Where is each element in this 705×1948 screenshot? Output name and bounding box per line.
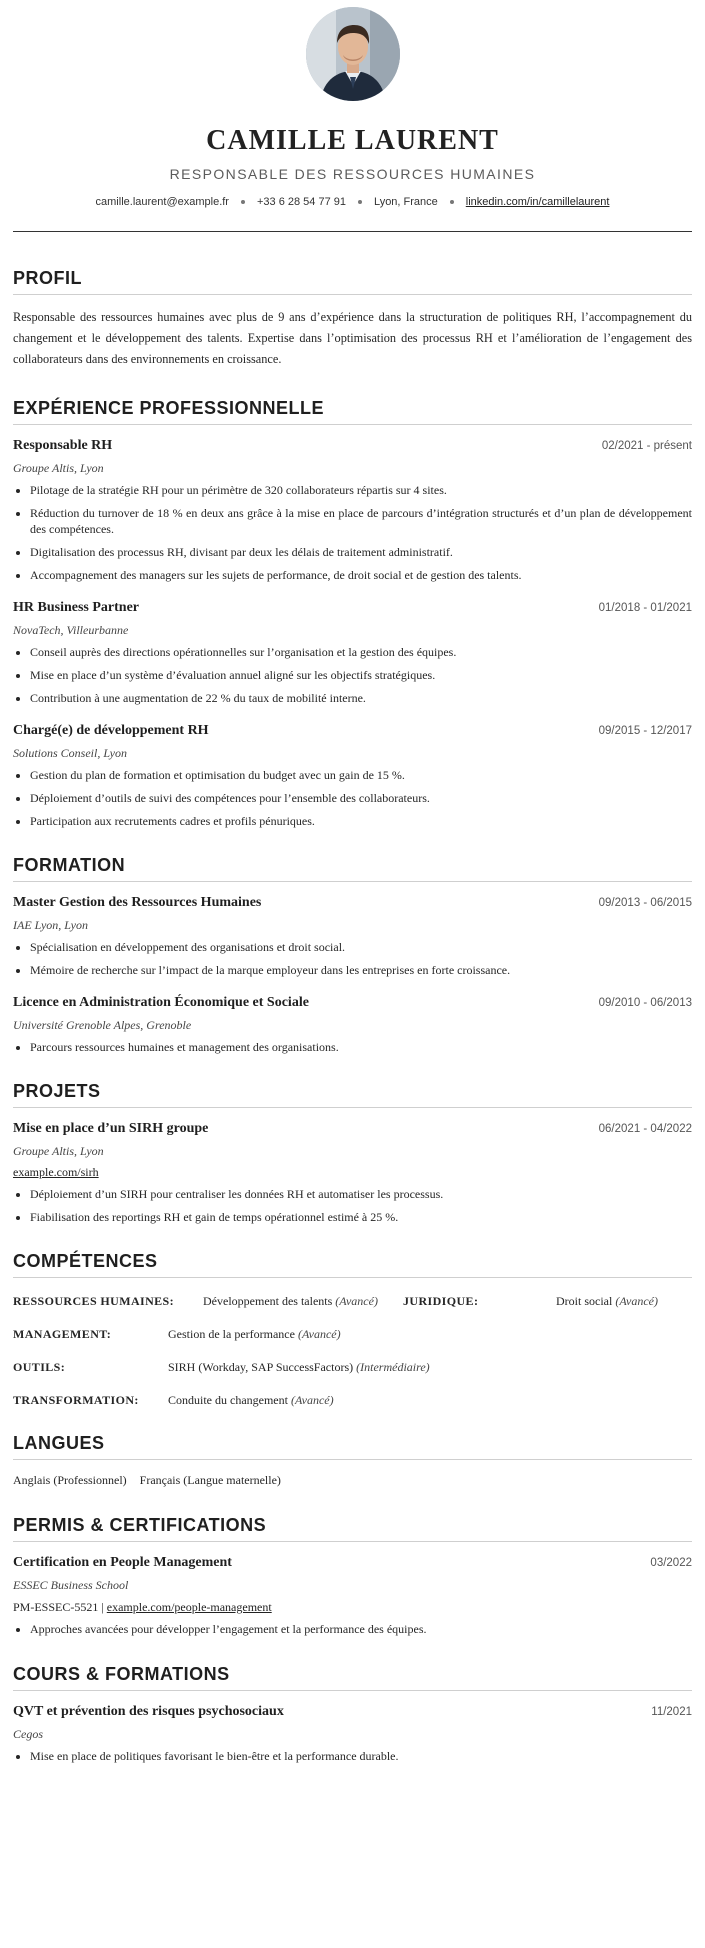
section-divider [13,1459,692,1460]
entry-title: Chargé(e) de développement RH [13,723,209,738]
separator-dot [358,200,362,204]
list-item: • Approches avancées pour développer l’engagement et la performance des équipes. [30,1621,692,1637]
section-divider [13,881,692,882]
formation-entry [13,994,692,1055]
entry-date: 02/2021 - présent [601,440,692,452]
skill-level: (Avancé) [297,1327,341,1341]
skill-row [13,1294,692,1309]
course-entry [13,1703,692,1764]
entry-title: Certification en People Management [13,1555,232,1570]
entry-title: Master Gestion des Ressources Humaines [13,895,262,910]
list-item: • Fiabilisation des reportings RH et gain de temps opérationnel estimé à 25 %. [30,1209,692,1225]
skill-value [556,1294,658,1309]
experience-section [13,397,692,829]
candidate-name: CAMILLE LAURENT [206,125,499,156]
entry-date: 11/2021 [651,1706,692,1718]
skill-category: JURIDIQUE: [403,1294,479,1308]
entry-organization: NovaTech, Villeurbanne [13,623,129,637]
candidate-title: RESPONSABLE DES RESSOURCES HUMAINES [169,166,536,182]
project-entry [13,1120,692,1225]
skill-name: Gestion de la performance [168,1327,295,1341]
list-item: • Accompagnement des managers sur les sujets de performance, de droit social et de gestion des talents. [30,567,692,583]
list-item: • Contribution à une augmentation de 22 % du taux de mobilité interne. [30,690,692,706]
list-item: • Mémoire de recherche sur l’impact de la marque employeur dans les entreprises en forte croissance. [30,962,692,978]
entry-title: QVT et prévention des risques psychosociaux [13,1704,284,1719]
skill-value [203,1294,403,1309]
list-item: • Parcours ressources humaines et management des organisations. [30,1039,692,1055]
skill-category: MANAGEMENT: [13,1327,112,1341]
section-title-profil: PROFIL [13,268,82,288]
list-item: • Gestion du plan de formation et optimisation du budget avec un gain de 15 %. [30,767,692,783]
certification-meta [13,1600,692,1614]
section-divider [13,1107,692,1108]
skill-level: (Avancé) [615,1294,658,1308]
entry-title: HR Business Partner [13,600,139,615]
skill-name: Conduite du changement [168,1393,288,1407]
list-item: • Pilotage de la stratégie RH pour un périmètre de 320 collaborateurs répartis sur 4 sites. [30,482,692,498]
skill-row [13,1327,692,1342]
section-divider [13,1690,692,1691]
project-link[interactable]: example.com/sirh [13,1165,99,1179]
entry-organization: Groupe Altis, Lyon [13,461,104,475]
entry-date: 01/2018 - 01/2021 [598,602,692,614]
list-item: • Participation aux recrutements cadres et profils pénuriques. [30,813,692,829]
entry-title: Mise en place d’un SIRH groupe [13,1121,209,1136]
section-divider [13,294,692,295]
section-title-experience: EXPÉRIENCE PROFESSIONNELLE [13,398,325,418]
certification-link[interactable]: example.com/people-management [106,1600,272,1614]
competences-section [13,1250,692,1408]
entry-date: 09/2010 - 06/2013 [598,997,692,1009]
entry-organization: IAE Lyon, Lyon [13,918,88,932]
skill-category: RESSOURCES HUMAINES: [13,1294,175,1308]
skill-row [13,1360,692,1375]
entry-date: 03/2022 [650,1557,692,1569]
section-title-langues: LANGUES [13,1433,105,1453]
section-title-certifications: PERMIS & CERTIFICATIONS [13,1515,267,1535]
entry-organization: ESSEC Business School [13,1578,129,1592]
skill-value [168,1360,430,1375]
resume-header [0,0,705,232]
language-item: Anglais (Professionnel) [13,1473,127,1487]
skill-name: Développement des talents [203,1294,333,1308]
entry-organization: Cegos [13,1727,43,1741]
resume-content [0,267,705,1764]
skill-level: (Avancé) [290,1393,334,1407]
projets-section [13,1080,692,1225]
section-divider [13,1277,692,1278]
entry-title: Responsable RH [13,438,113,453]
section-divider [13,424,692,425]
separator-dot [241,200,245,204]
experience-entry [13,722,692,829]
skill-name: SIRH (Workday, SAP SuccessFactors) [168,1360,354,1374]
list-item: • Digitalisation des processus RH, divisant par deux les délais de traitement administratif. [30,544,692,560]
list-item: • Déploiement d’un SIRH pour centraliser les données RH et automatiser les processus. [30,1186,692,1202]
skill-row [13,1393,692,1408]
avatar [306,7,400,101]
experience-entry [13,437,692,583]
language-item: Français (Langue maternelle) [139,1473,281,1487]
skill-level: (Avancé) [335,1294,378,1308]
header-divider [13,231,692,232]
formation-entry [13,894,692,978]
section-title-projets: PROJETS [13,1081,101,1101]
profil-text: Responsable des ressources humaines avec plus de 9 ans d’expérience dans la structuration de politiques RH, l’accompagnement du changement et le développement des talents. Expertise dans l’optimisation des processus RH et l’amélioration de l’engagement des collaborateurs dans des environnements en croissance. [13,310,692,366]
list-item: • Conseil auprès des directions opérationnelles sur l’organisation et la gestion des équipes. [30,644,692,660]
skill-level: (Intermédiaire) [356,1360,430,1374]
section-divider [13,1541,692,1542]
skill-category: TRANSFORMATION: [13,1393,139,1407]
entry-date: 09/2015 - 12/2017 [598,725,692,737]
list-item: • Mise en place de politiques favorisant le bien-être et la performance durable. [30,1748,692,1764]
skill-name: Droit social [556,1294,613,1308]
separator-dot [450,200,454,204]
experience-entry [13,599,692,706]
separator: | [101,1600,104,1614]
certification-entry [13,1554,692,1637]
cours-section [13,1663,692,1764]
certifications-section [13,1514,692,1637]
section-title-formation: FORMATION [13,855,126,875]
skill-value [168,1327,341,1342]
entry-date: 06/2021 - 04/2022 [598,1123,692,1135]
list-item: • Mise en place d’un système d’évaluation annuel aligné sur les objectifs stratégiques. [30,667,692,683]
entry-organization: Groupe Altis, Lyon [13,1144,104,1158]
contact-bar [0,195,705,209]
list-item: • Spécialisation en développement des organisations et droit social. [30,939,692,955]
certification-id: PM-ESSEC-5521 [13,1600,99,1614]
linkedin-link[interactable]: linkedin.com/in/camillelaurent [465,196,610,208]
entry-title: Licence en Administration Économique et Sociale [13,995,309,1010]
entry-organization: Solutions Conseil, Lyon [13,746,127,760]
email-text: camille.laurent@example.fr [95,196,229,208]
entry-date: 09/2013 - 06/2015 [598,897,692,909]
language-list [13,1472,692,1488]
list-item: • Réduction du turnover de 18 % en deux ans grâce à la mise en place de parcours d’intégration structurés et d’un plan de développement des compétences. [30,505,692,537]
langues-section [13,1432,692,1488]
section-title-competences: COMPÉTENCES [13,1251,158,1271]
skill-category: OUTILS: [13,1360,66,1374]
list-item: • Déploiement d’outils de suivi des compétences pour l’ensemble des collaborateurs. [30,790,692,806]
formation-section [13,854,692,1055]
avatar-portrait [306,7,400,101]
skill-value [168,1393,334,1408]
profil-section [13,267,692,370]
phone-text: +33 6 28 54 77 91 [256,196,346,208]
section-title-cours: COURS & FORMATIONS [13,1664,230,1684]
location-text: Lyon, France [373,196,438,208]
entry-organization: Université Grenoble Alpes, Grenoble [13,1018,192,1032]
